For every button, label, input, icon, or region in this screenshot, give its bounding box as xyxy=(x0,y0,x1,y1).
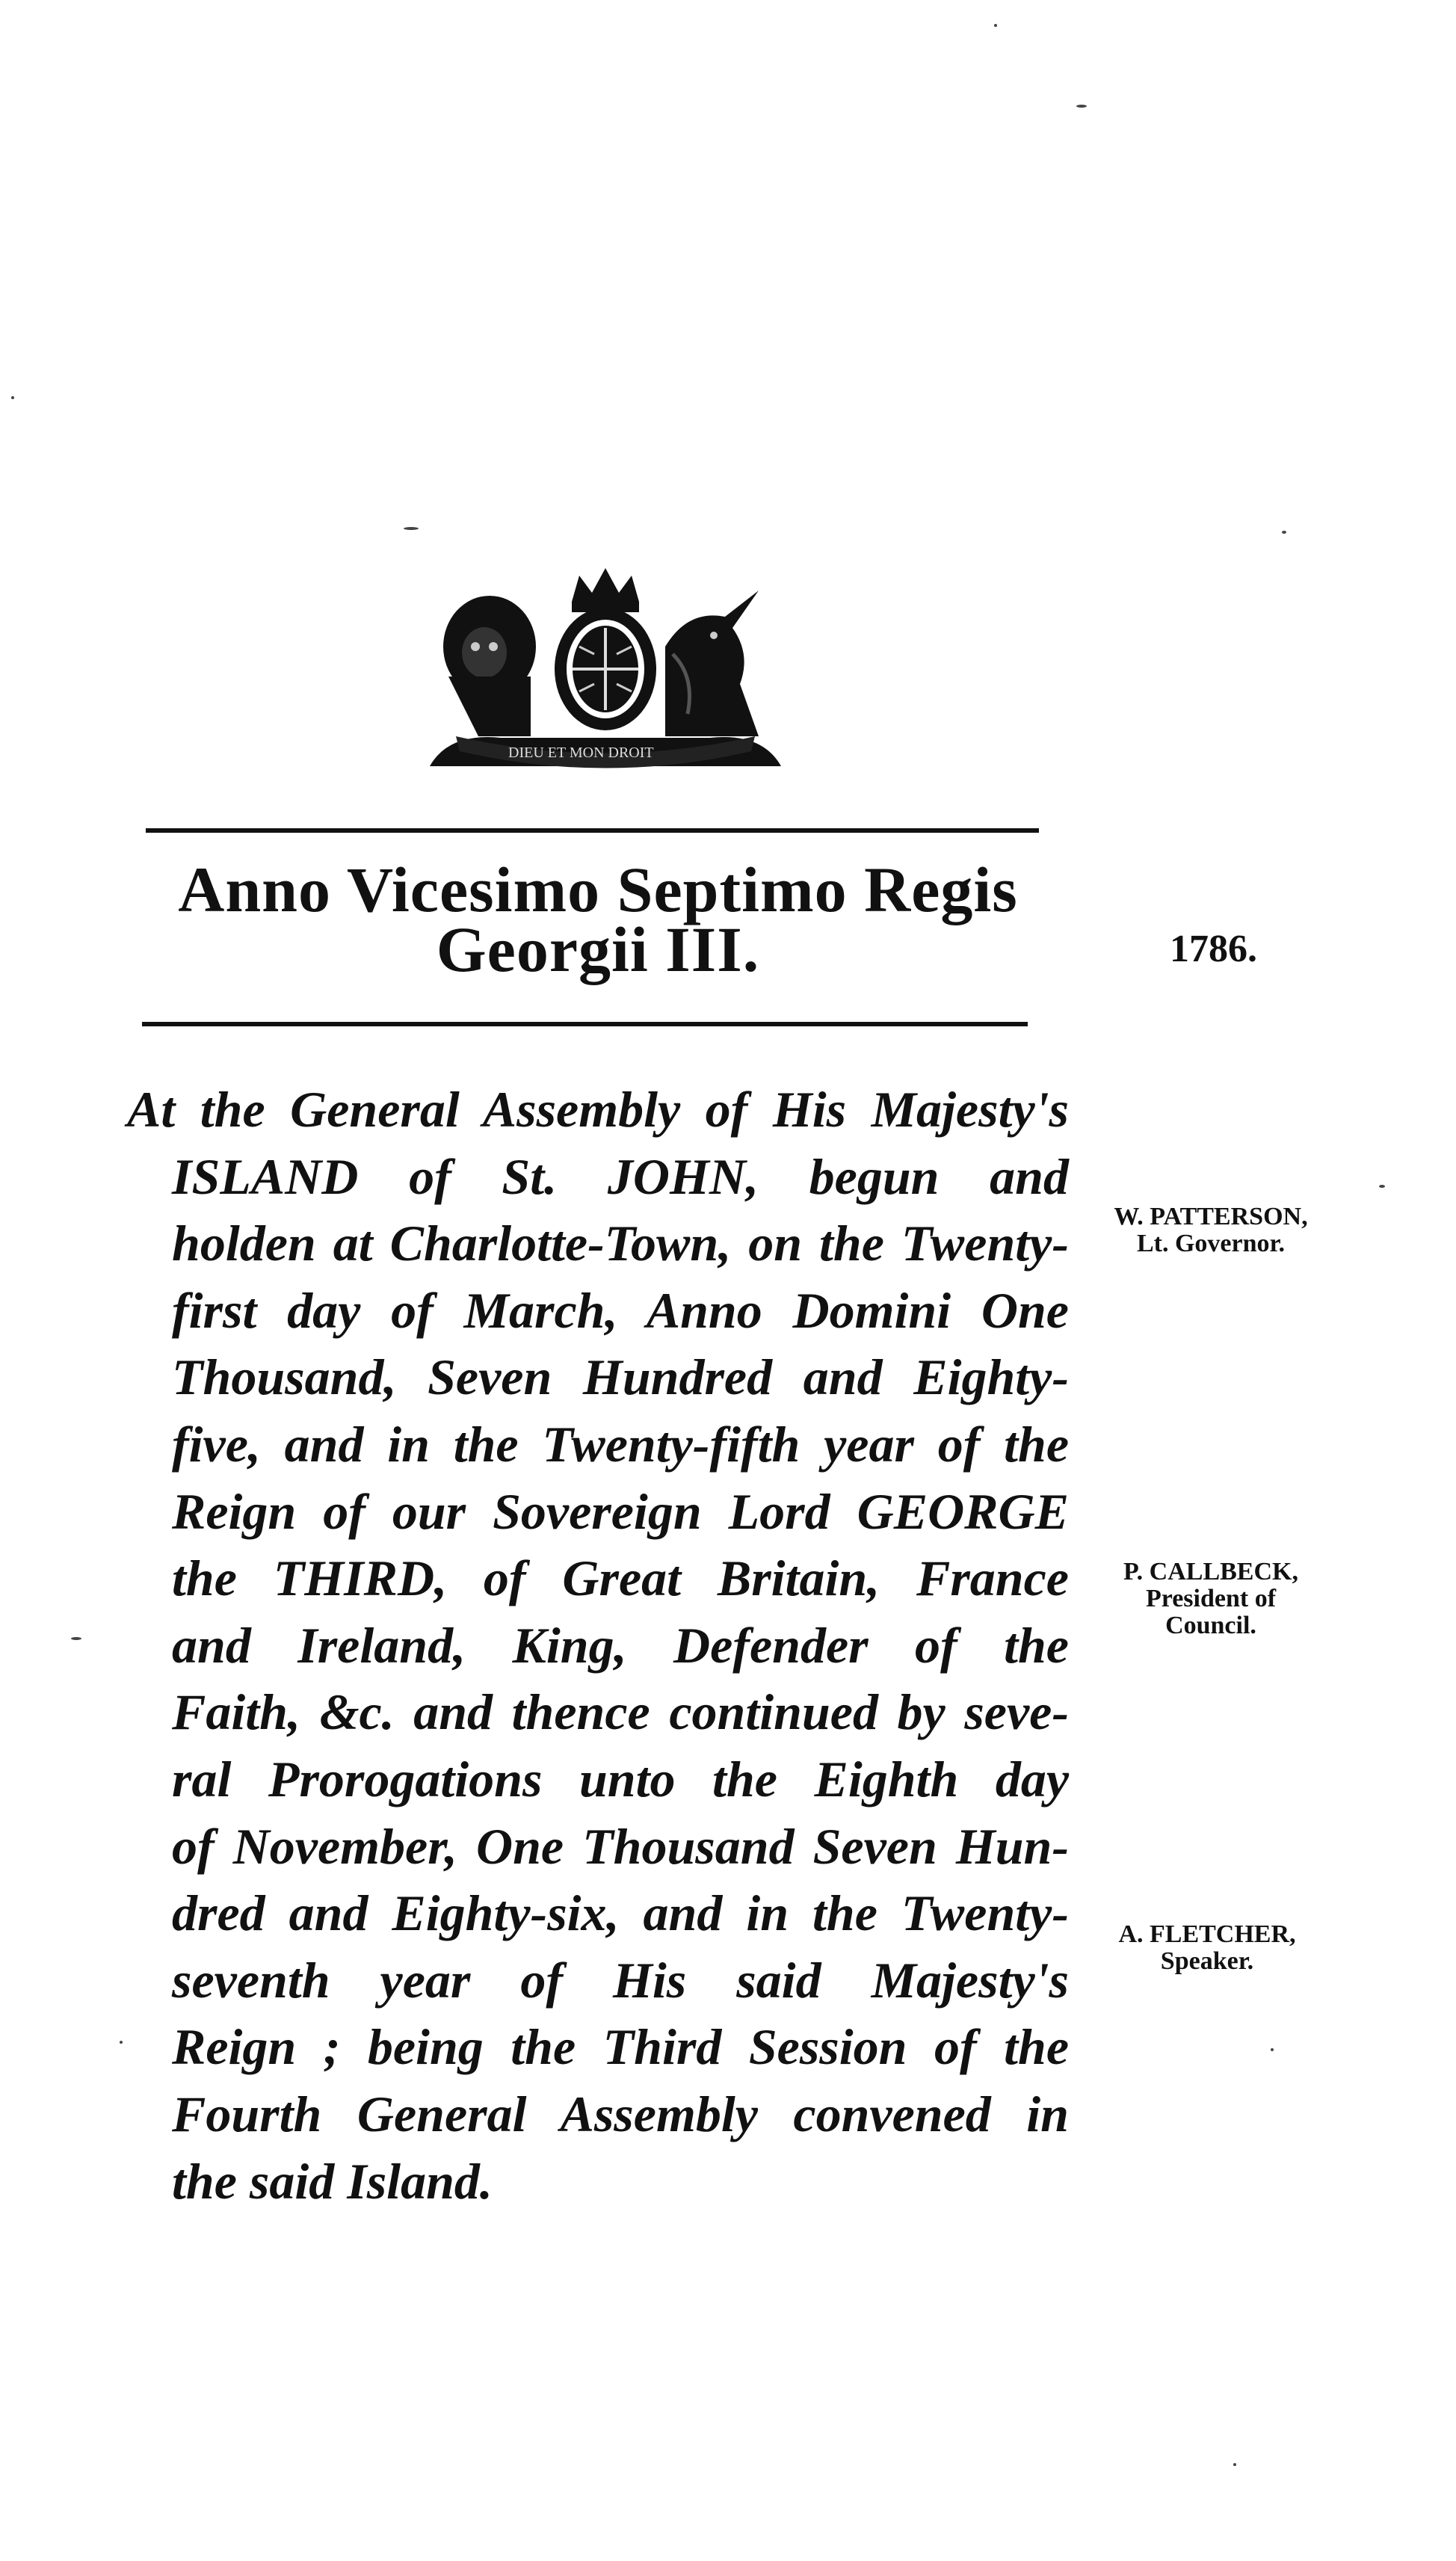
scan-speck xyxy=(994,24,997,27)
top-rule xyxy=(146,828,1039,833)
preamble-line: five, and in the Twenty-fifth year of the xyxy=(172,1415,1069,1473)
title-line-2: Georgii III. xyxy=(436,913,760,985)
scan-speck xyxy=(404,527,419,530)
preamble-line: Fourth General Assembly convened in xyxy=(172,2085,1069,2142)
preamble-line: Thousand, Seven Hundred and Eighty- xyxy=(172,1349,1069,1406)
sidenote-office: Speaker. xyxy=(1160,1947,1254,1975)
preamble-line: first day of March, Anno Domini One xyxy=(172,1281,1069,1339)
preamble-line: seventh year of His said Majesty's xyxy=(172,1951,1069,2009)
scan-speck xyxy=(71,1637,81,1640)
title-line-1: Anno Vicesimo Septimo Regis xyxy=(178,854,1018,925)
sidenote-name: W. PATTERSON, xyxy=(1114,1203,1308,1230)
scan-speck xyxy=(1076,105,1087,108)
preamble-line: At the General Assembly of His Majesty's xyxy=(127,1081,1069,1138)
margin-year: 1786. xyxy=(1170,928,1257,970)
preamble-line: Faith, &c. and thence continued by seve- xyxy=(172,1683,1069,1741)
sidenote-office: Lt. Governor. xyxy=(1136,1230,1285,1257)
sidenote-name: A. FLETCHER, xyxy=(1118,1920,1296,1948)
preamble-line: dred and Eighty-six, and in the Twenty- xyxy=(172,1884,1069,1942)
preamble-paragraph xyxy=(127,1076,1069,2215)
scan-speck xyxy=(1282,531,1286,534)
preamble-line: ISLAND of St. JOHN, begun and xyxy=(172,1147,1069,1205)
preamble-line: the said Island. xyxy=(172,2152,493,2210)
svg-text:DIEU ET MON DROIT: DIEU ET MON DROIT xyxy=(508,745,654,761)
sidenote-office: President of xyxy=(1145,1585,1277,1612)
sidenote-office: Council. xyxy=(1165,1612,1256,1639)
scan-speck xyxy=(1379,1185,1385,1188)
scan-speck xyxy=(1271,2048,1274,2051)
preamble-line: the THIRD, of Great Britain, France xyxy=(172,1550,1069,1607)
scan-speck xyxy=(1233,2463,1236,2466)
preamble-line: holden at Charlotte-Town, on the Twenty- xyxy=(172,1215,1069,1272)
scan-speck xyxy=(120,2041,123,2044)
preamble-line: ral Prorogations unto the Eighth day xyxy=(172,1750,1069,1808)
act-title xyxy=(112,854,1084,985)
sidenote-lieutenant-governor xyxy=(1088,1204,1334,1257)
sidenote-council-president xyxy=(1088,1559,1334,1639)
sidenote-name: P. CALLBECK, xyxy=(1123,1558,1298,1585)
scan-speck xyxy=(11,396,14,399)
bottom-rule xyxy=(142,1022,1028,1026)
preamble-line: of November, One Thousand Seven Hun- xyxy=(172,1817,1069,1875)
preamble-line: Reign of our Sovereign Lord GEORGE xyxy=(172,1482,1069,1540)
preamble-line: Reign ; being the Third Session of the xyxy=(172,2018,1069,2076)
sidenote-speaker xyxy=(1084,1921,1330,1975)
royal-coat-of-arms-emblem xyxy=(419,564,792,789)
preamble-line: and Ireland, King, Defender of the xyxy=(172,1616,1069,1674)
